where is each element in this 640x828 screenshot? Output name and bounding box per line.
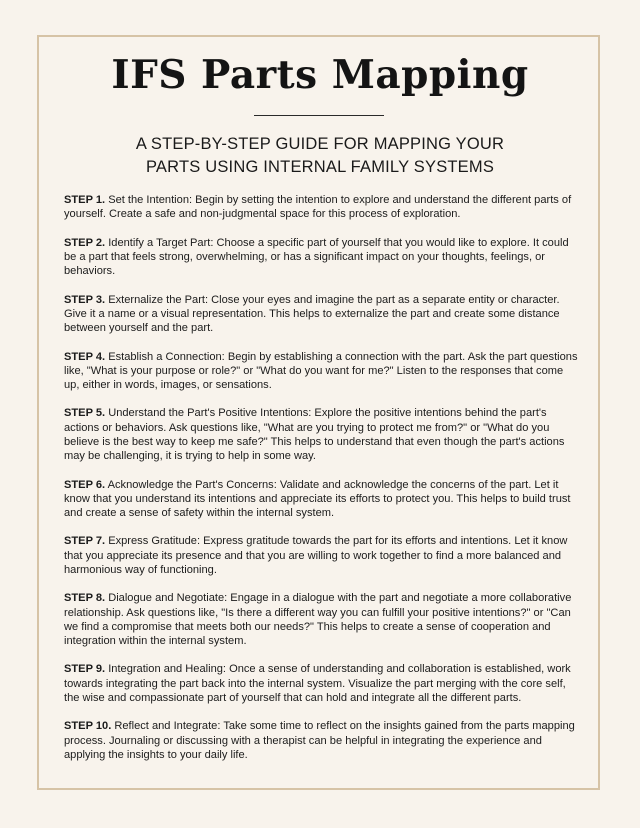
step-text: Externalize the Part: Close your eyes and imagine the part as a separate entity or character. Give it a name or a visual representation. This helps to externalize the part and create some distance between yourself and the part.: [64, 293, 560, 335]
step-text: Identify a Target Part: Choose a specific part of yourself that you would like to explore. It could be a part that feels strong, overwhelming, or has a significant impact on your thoughts, feelings, or behaviors.: [64, 236, 569, 278]
step-label: STEP 9.: [64, 663, 106, 676]
step-text: Set the Intention: Begin by setting the intention to explore and understand the different parts of yourself. Create a safe and non-judgmental space for this process of exploration.: [64, 194, 572, 221]
step-10: [64, 719, 579, 762]
step-2: [64, 236, 579, 279]
steps-list: [64, 193, 579, 776]
step-text: Reflect and Integrate: Take some time to reflect on the insights gained from the parts mapping process. Journaling or discussing with a therapist can be helpful in integrating the experience and applying the insights to your daily life.: [64, 720, 575, 761]
step-8: [64, 591, 579, 648]
step-label: STEP 3.: [64, 293, 106, 306]
step-5: [64, 406, 579, 463]
step-label: STEP 5.: [64, 407, 106, 420]
step-text: Integration and Healing: Once a sense of understanding and collaboration is established, work towards integrating the part back into the internal system. Visualize the part merging with the core self, the wise and compassionate part of yourself that can hold and integrate all the different parts.: [64, 663, 571, 704]
step-label: STEP 7.: [64, 535, 106, 548]
step-text: Dialogue and Negotiate: Engage in a dialogue with the part and negotiate a more collaborative relationship. Ask questions like, "Is there a different way you can fulfill your positive intentions?" or "Can we find a compromise that meets both our needs?" This helps to create a sense of cooperation and integration within the internal system.: [64, 592, 572, 647]
subtitle-line-2: PARTS USING INTERNAL FAMILY SYSTEMS: [145, 158, 495, 176]
step-label: STEP 4.: [64, 350, 106, 363]
step-label: STEP 2.: [64, 236, 106, 249]
step-label: STEP 8.: [64, 592, 106, 605]
step-3: [64, 293, 579, 336]
page-title: IFS Parts Mapping: [111, 52, 529, 98]
step-label: STEP 1.: [64, 194, 106, 206]
step-label: STEP 6.: [64, 478, 106, 491]
step-9: [64, 662, 579, 705]
step-6: [64, 478, 579, 521]
step-1: [64, 193, 579, 221]
step-label: STEP 10.: [64, 720, 112, 733]
title-divider: [254, 115, 384, 116]
step-text: Establish a Connection: Begin by establishing a connection with the part. Ask the part questions like, "What is your purpose or role?" or "What do you want for me?" Listen to the responses that come up, either in words, images, or sensations.: [64, 350, 578, 391]
step-text: Understand the Part's Positive Intentions: Explore the positive intentions behind the part's actions or behaviors. Ask questions like, "What are you trying to protect me from?" or "What do you believe is the best way to keep me safe?" This helps to understand that even though the part's actions may be challenging, it is trying to help in some way.: [64, 407, 565, 463]
step-text: Express Gratitude: Express gratitude towards the part for its efforts and intentions. Let it know that you appreciate its presence and that you are willing to work together to find a more balanced and harmonious way of functioning.: [64, 535, 568, 576]
step-4: [64, 350, 579, 393]
step-7: [64, 534, 579, 577]
page-subtitle: [0, 133, 640, 179]
step-text: Acknowledge the Part's Concerns: Validate and acknowledge the concerns of the part. Let it know that you understand its intentions and appreciate its efforts to protect you. This helps to build trust and create a sense of safety within the internal system.: [64, 478, 571, 519]
subtitle-line-1: A STEP-BY-STEP GUIDE FOR MAPPING YOUR: [135, 135, 505, 153]
